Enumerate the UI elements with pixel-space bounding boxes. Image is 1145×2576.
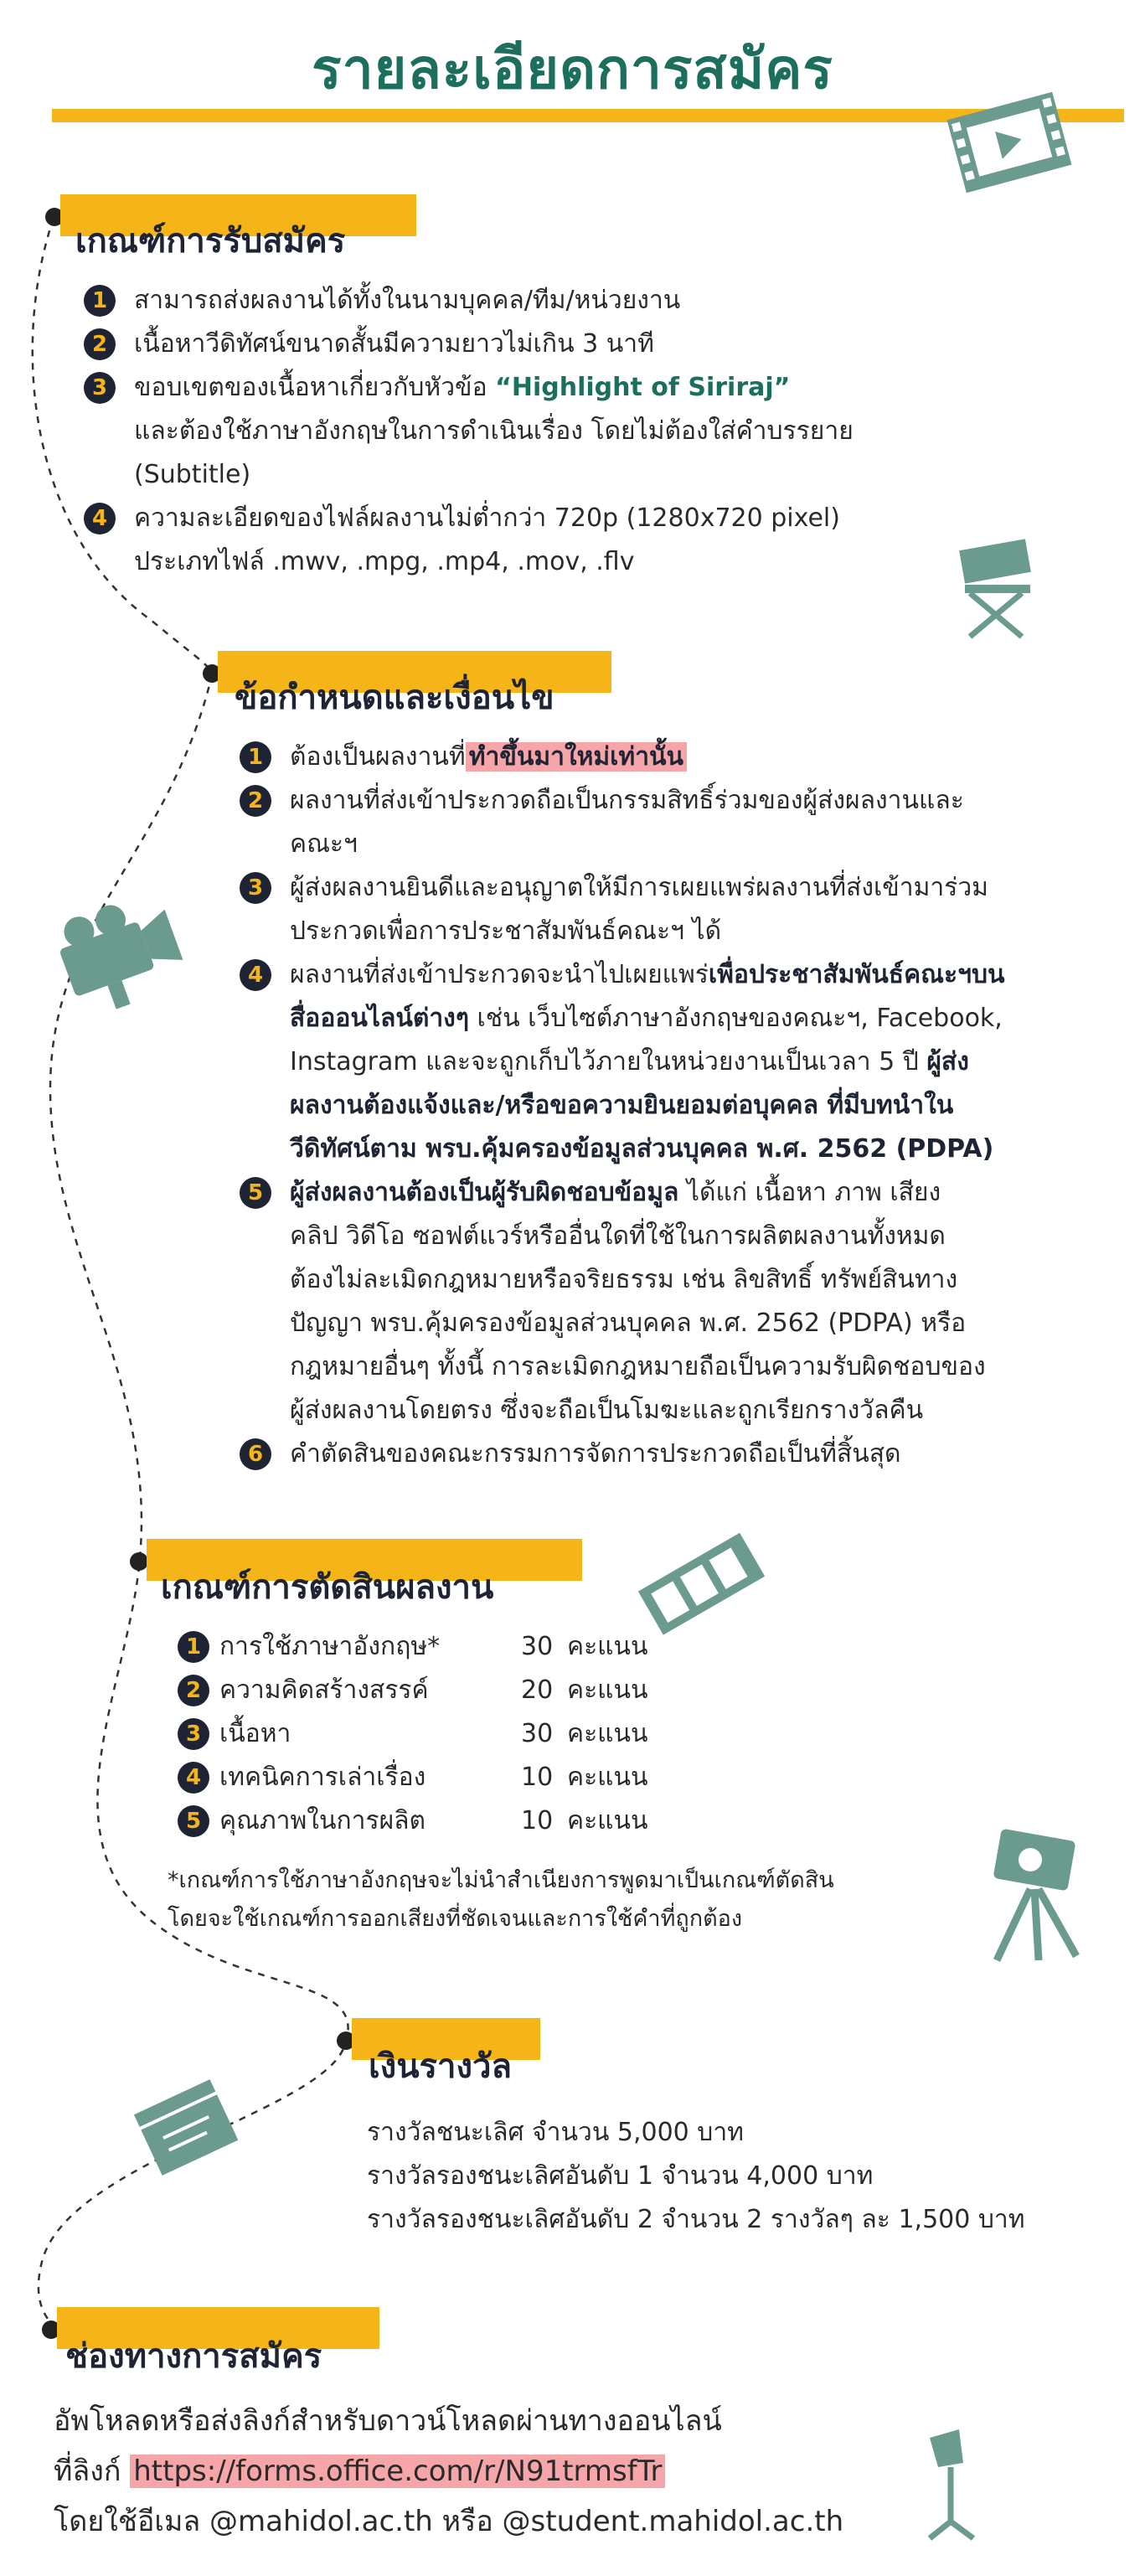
apply-line: โดยใช้อีเมล @mahidol.ac.th หรือ @student.mahidol.ac.th: [54, 2505, 844, 2538]
film-strip-icon: [938, 80, 1081, 205]
list-item: [290, 953, 1005, 997]
list-item: [134, 366, 790, 410]
item-number: 3: [84, 372, 116, 404]
criteria-list: [84, 279, 854, 584]
application-link[interactable]: https://forms.office.com/r/N91trmsfTr: [130, 2455, 665, 2488]
video-camera-icon: [46, 888, 188, 1014]
section-heading-prizes: เงินรางวัล: [369, 2047, 512, 2086]
table-row: [178, 1625, 648, 1669]
list-item-continued: ผู้ส่งผลงานโดยตรง ซึ่งจะถือเป็นโมฆะและถูกเรียกรางวัลคืน: [290, 1396, 924, 1425]
highlighted-text: ทำขึ้นมาใหม่เท่านั้น: [466, 742, 687, 772]
list-item-continued: ผลงานต้องแจ้งและ/หรือขอความยินยอมต่อบุคคล ที่มีบทนำใน: [290, 1091, 954, 1120]
list-item-continued: ปัญญา พรบ.คุ้มครองข้อมูลส่วนบุคคล พ.ศ. 2562 (PDPA) หรือ: [290, 1309, 967, 1338]
criterion-label: ความคิดสร้างสรรค์: [219, 1675, 429, 1705]
list-item: สามารถส่งผลงานได้ทั้งในนามบุคคล/ทีม/หน่วยงาน: [134, 286, 681, 315]
list-item-text: ต้องเป็นผลงานที่: [290, 742, 466, 772]
list-item-continued: ประเภทไฟล์ .mwv, .mpg, .mp4, .mov, .flv: [134, 547, 635, 576]
list-item-text: เช่น เว็บไซต์ภาษาอังกฤษของคณะฯ, Facebook,: [468, 1004, 1003, 1033]
item-number: 2: [84, 328, 116, 360]
list-item-text: ขอบเขตของเนื้อหาเกี่ยวกับหัวข้อ: [134, 373, 496, 402]
director-chair-icon: [946, 536, 1047, 645]
path-node: [130, 1552, 148, 1571]
table-row: [178, 1669, 648, 1712]
section-heading-apply: ช่องทางการสมัคร: [65, 2337, 322, 2376]
item-number: 1: [240, 741, 271, 773]
item-number: 4: [240, 959, 271, 991]
topic-highlight: “Highlight of Siriraj”: [495, 373, 791, 402]
prize-line: รางวัลชนะเลิศ จำนวน 5,000 บาท: [367, 2118, 744, 2147]
score-unit: คะแนน: [567, 1632, 648, 1661]
list-item-continued: วีดิทัศน์ตาม พรบ.คุ้มครองข้อมูลส่วนบุคคล พ.ศ. 2562 (PDPA): [290, 1134, 994, 1164]
criterion-label: เทคนิคการเล่าเรื่อง: [219, 1763, 426, 1792]
list-item: ผลงานที่ส่งเข้าประกวดถือเป็นกรรมสิทธิ์ร่วมของผู้ส่งผลงานและ: [290, 786, 964, 815]
list-item-continued: และต้องใช้ภาษาอังกฤษในการดำเนินเรื่อง โดยไม่ต้องใส่คำบรรยาย: [134, 416, 854, 446]
item-number: 2: [240, 785, 271, 817]
criterion-score: 20: [521, 1675, 554, 1705]
list-item-continued: คลิป วิดีโอ ซอฟต์แวร์หรืออื่นใดที่ใช้ในการผลิตผลงานทั้งหมด: [290, 1221, 946, 1251]
item-number: 4: [84, 503, 116, 534]
table-row: [178, 1756, 648, 1799]
list-item: คำตัดสินของคณะกรรมการจัดการประกวดถือเป็นที่สิ้นสุด: [290, 1439, 901, 1469]
section-heading-criteria: เกณฑ์การรับสมัคร: [75, 222, 346, 261]
apply-info: [54, 2396, 843, 2547]
bold-text: ผู้ส่ง: [926, 1047, 969, 1076]
item-number: 6: [240, 1438, 271, 1470]
item-number: 2: [178, 1675, 209, 1706]
score-unit: คะแนน: [567, 1763, 648, 1792]
bold-text: เพื่อประชาสัมพันธ์คณะฯบน: [708, 960, 1005, 989]
criterion-label: เนื้อหา: [219, 1719, 291, 1748]
score-unit: คะแนน: [567, 1806, 648, 1835]
item-number: 1: [178, 1631, 209, 1663]
score-unit: คะแนน: [567, 1719, 648, 1748]
apply-line: อัพโหลดหรือส่งลิงก์สำหรับดาวน์โหลดผ่านทางออนไลน์: [54, 2404, 722, 2438]
criterion-score: 30: [521, 1632, 554, 1661]
item-number: 4: [178, 1762, 209, 1794]
apply-line: [54, 2446, 843, 2496]
spotlight-stand-icon: [913, 2421, 988, 2547]
page-title: รายละเอียดการสมัคร: [312, 37, 833, 101]
prize-line: รางวัลรองชนะเลิศอันดับ 2 จำนวน 2 รางวัลๆ ละ 1,500 บาท: [367, 2205, 1025, 2234]
item-number: 3: [178, 1718, 209, 1750]
item-number: 1: [84, 285, 116, 317]
item-number: 5: [178, 1805, 209, 1837]
score-unit: คะแนน: [567, 1675, 648, 1705]
item-number: 3: [240, 872, 271, 904]
list-item-continued: คณะฯ: [290, 829, 358, 859]
list-item-text: Instagram และจะถูกเก็บไว้ภายในหน่วยงานเป็นเวลา 5 ปี: [290, 1047, 927, 1076]
section-heading-conditions: ข้อกำหนดและเงื่อนไข: [235, 679, 554, 717]
list-item-continued: ต้องไม่ละเมิดกฎหมายหรือจริยธรรม เช่น ลิขสิทธิ์ ทรัพย์สินทาง: [290, 1265, 958, 1294]
bold-text: สื่อออนไลน์ต่างๆ: [290, 1004, 469, 1033]
section-heading-judging: เกณฑ์การตัดสินผลงาน: [161, 1568, 494, 1607]
list-item-text: ได้แก่ เนื้อหา ภาพ เสียง: [678, 1178, 941, 1207]
criterion-label: คุณภาพในการผลิต: [219, 1806, 426, 1835]
judging-note: *เกณฑ์การใช้ภาษาอังกฤษจะไม่นำสำเนียงการพูดมาเป็นเกณฑ์ตัดสิน: [168, 1867, 834, 1893]
list-item-continued: ประกวดเพื่อการประชาสัมพันธ์คณะฯ ได้: [290, 916, 722, 946]
list-item: เนื้อหาวีดิทัศน์ขนาดสั้นมีความยาวไม่เกิน 3 นาที: [134, 329, 654, 359]
list-item-text: ผลงานที่ส่งเข้าประกวดจะนำไปเผยแพร่: [290, 960, 709, 989]
camera-tripod-icon: [972, 1818, 1089, 1969]
criterion-score: 30: [521, 1719, 554, 1748]
list-item: ความละเอียดของไฟล์ผลงานไม่ต่ำกว่า 720p (1280x720 pixel): [134, 503, 840, 533]
prize-line: รางวัลรองชนะเลิศอันดับ 1 จำนวน 4,000 บาท: [367, 2161, 874, 2191]
table-row: [178, 1712, 648, 1756]
conditions-list: [240, 736, 1127, 1476]
table-row: [178, 1799, 648, 1843]
list-item-continued: กฎหมายอื่นๆ ทั้งนี้ การละเมิดกฎหมายถือเป็นความรับผิดชอบของ: [290, 1352, 986, 1381]
criterion-score: 10: [521, 1806, 554, 1835]
bold-text: ผู้ส่งผลงานต้องเป็นผู้รับผิดชอบข้อมูล: [290, 1178, 679, 1207]
list-item-continued: (Subtitle): [134, 460, 251, 489]
judging-note: โดยจะใช้เกณฑ์การออกเสียงที่ชัดเจนและการใช้คำที่ถูกต้อง: [168, 1906, 743, 1932]
judging-table: [178, 1625, 648, 1843]
item-number: 5: [240, 1177, 271, 1209]
criterion-label: การใช้ภาษาอังกฤษ*: [219, 1632, 441, 1661]
list-item-continued: [290, 1040, 1127, 1084]
clapperboard-icon: [126, 2069, 243, 2178]
film-reel-strip-icon: [637, 1525, 771, 1650]
list-item: ผู้ส่งผลงานยินดีและอนุญาตให้มีการเผยแพร่ผลงานที่ส่งเข้ามาร่วม: [290, 873, 988, 902]
list-item: [290, 1171, 941, 1215]
criterion-score: 10: [521, 1763, 554, 1792]
apply-line-text: ที่ลิงก์: [54, 2455, 131, 2488]
list-item: [290, 736, 687, 779]
list-item-continued: [290, 997, 1127, 1040]
prize-list: [367, 2111, 1025, 2242]
